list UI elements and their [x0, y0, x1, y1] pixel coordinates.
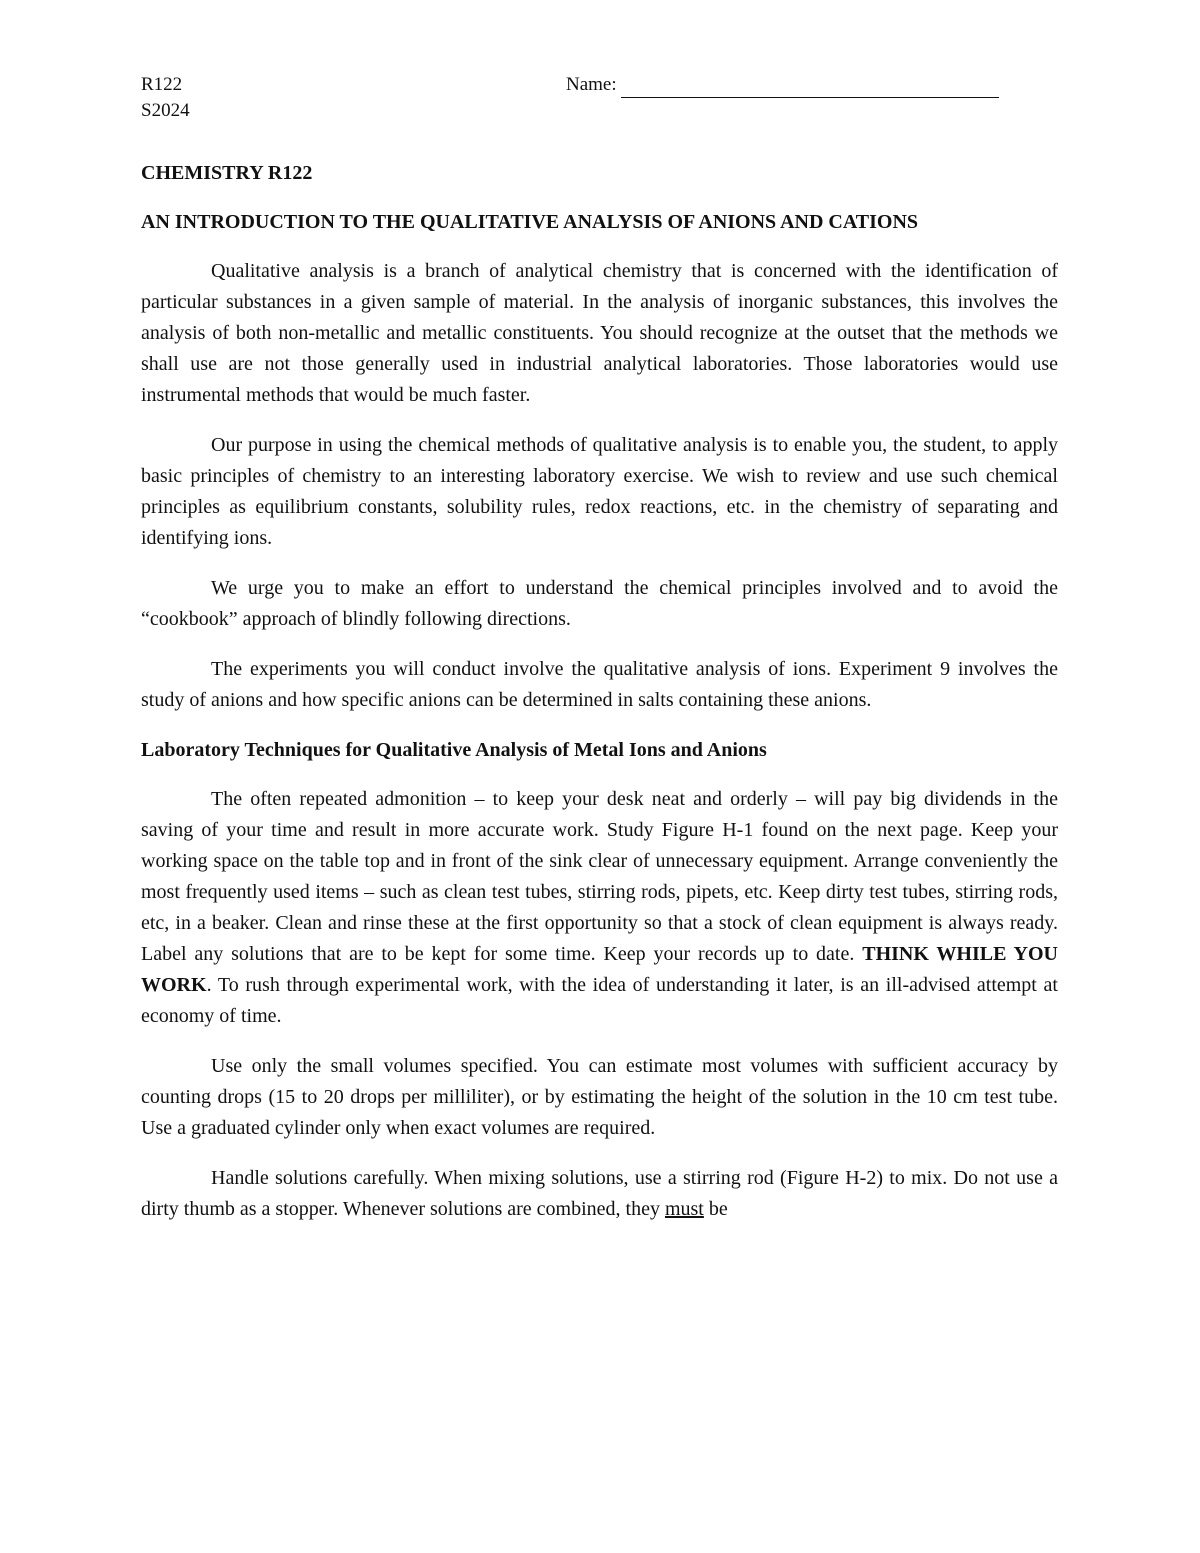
name-field: [566, 72, 999, 98]
section-heading: Laboratory Techniques for Qualitative Analysis of Metal Ions and Anions: [141, 739, 767, 761]
paragraph-7-text-b: be: [703, 1198, 728, 1220]
course-title: CHEMISTRY R122: [141, 162, 313, 184]
paragraph-5-emphasis: THINK WHILE YOU WORK: [141, 943, 1058, 996]
paragraph-5-text-b: . To rush through experimental work, with the idea of understanding it later, is an ill-advised attempt at economy of time.: [141, 974, 1058, 1027]
paragraph-2: Our purpose in using the chemical methods of qualitative analysis is to enable you, the student, to apply basic principles of chemistry to an interesting laboratory exercise. We wish to review and use such chemical principles as equilibrium constants, solubility rules, redox reactions, etc. in the chemistry of separating and identifying ions.: [141, 434, 1058, 549]
paragraph-7-text-a: Handle solutions carefully. When mixing solutions, use a stirring rod (Figure H-2) to mix. Do not use a dirty thumb as a stopper. Whenever solutions are combined, they: [141, 1167, 1058, 1220]
paragraph-5-text-a: The often repeated admonition – to keep your desk neat and orderly – will pay big dividends in the saving of your time and result in more accurate work. Study Figure H-1 found on the next page. Keep your working space on the table top and in front of the sink clear of unnecessary equipment. Arrange conveniently the most frequently used items – such as clean test tubes, stirring rods, pipets, etc. Keep dirty test tubes, stirring rods, etc, in a beaker. Clean and rinse these at the first opportunity so that a stock of clean equipment is always ready. Label any solutions that are to be kept for some time. Keep your records up to date.: [141, 788, 1058, 965]
paragraph-1: Qualitative analysis is a branch of analytical chemistry that is concerned with the identification of particular substances in a given sample of material. In the analysis of inorganic substances, this involves the analysis of both non-metallic and metallic constituents. You should recognize at the outset that the methods we shall use are not those generally used in industrial analytical laboratories. Those laboratories would use instrumental methods that would be much faster.: [141, 260, 1058, 406]
paragraph-7-underlined: must: [664, 1198, 704, 1220]
name-blank-line[interactable]: [621, 77, 999, 98]
document-body: [141, 158, 1058, 1244]
paragraph-6: Use only the small volumes specified. You can estimate most volumes with sufficient accuracy by counting drops (15 to 20 drops per milliliter), or by estimating the height of the solution in the 10 cm test tube. Use a graduated cylinder only when exact volumes are required.: [141, 1055, 1058, 1139]
document-title: AN INTRODUCTION TO THE QUALITATIVE ANALYSIS OF ANIONS AND CATIONS: [141, 211, 919, 233]
name-label: Name:: [566, 74, 617, 95]
course-code: R122: [141, 74, 183, 95]
paragraph-5: [141, 784, 1058, 1032]
paragraph-4: The experiments you will conduct involve the qualitative analysis of ions. Experiment 9 involves the study of anions and how specific anions can be determined in salts containing these anions.: [141, 658, 1058, 711]
header-left: [141, 72, 190, 124]
paragraph-7: [141, 1163, 1058, 1225]
paragraph-3: We urge you to make an effort to understand the chemical principles involved and to avoid the “cookbook” approach of blindly following directions.: [141, 577, 1058, 630]
term: S2024: [141, 100, 190, 121]
